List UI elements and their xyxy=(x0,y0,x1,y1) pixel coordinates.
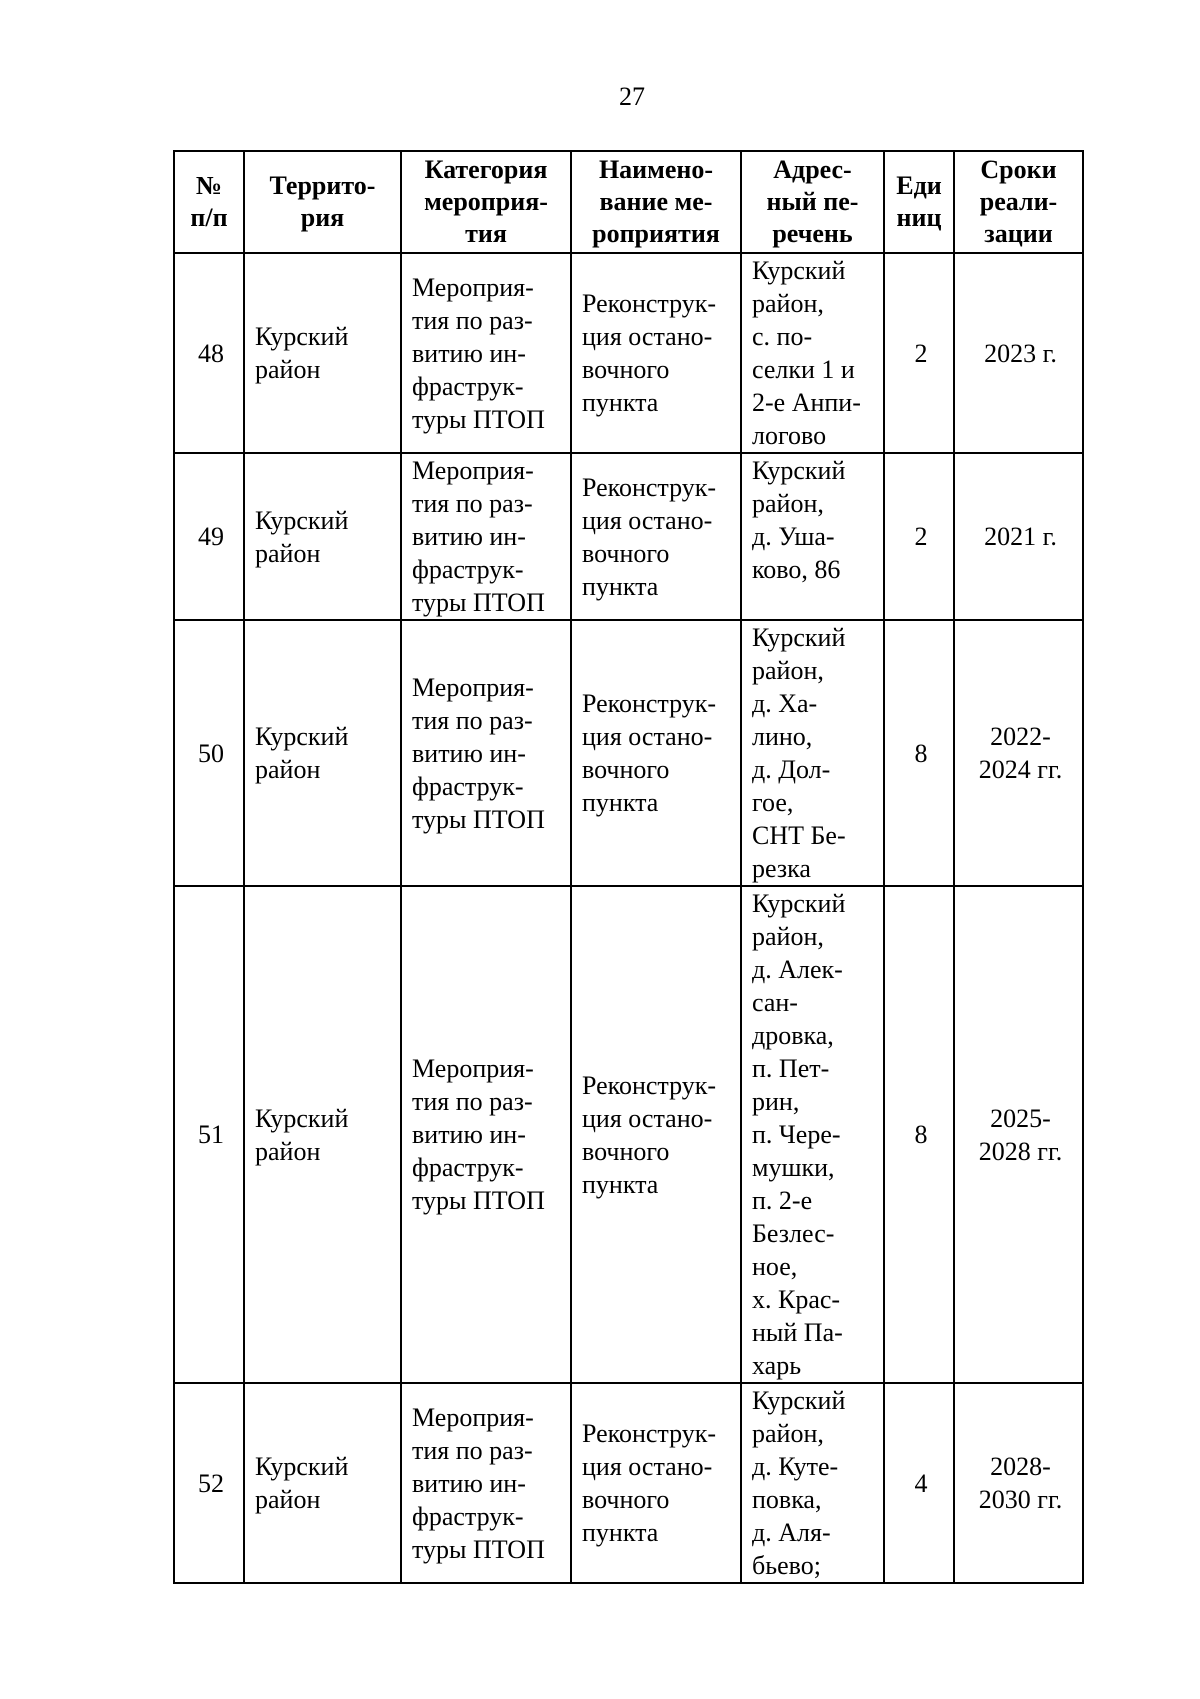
column-header-address: Адрес- ный пе- речень xyxy=(741,151,884,253)
column-header-category: Категория мероприя- тия xyxy=(401,151,571,253)
cell-name: Реконструк- ция остано- вочного пункта xyxy=(571,1383,741,1583)
cell-category: Мероприя- тия по раз- витию ин- фраструк- туры ПТОП xyxy=(401,1383,571,1583)
column-header-term: Сроки реали- зации xyxy=(954,151,1083,253)
cell-address: Курский район, д. Алек- сан- дровка, п. Пет- рин, п. Чере- мушки, п. 2-е Безлес- ное, х. Крас- ный Па- харь xyxy=(741,886,884,1383)
cell-category: Мероприя- тия по раз- витию ин- фраструк- туры ПТОП xyxy=(401,620,571,886)
cell-units: 4 xyxy=(884,1383,954,1583)
cell-address: Курский район, д. Куте- повка, д. Аля- бьево; xyxy=(741,1383,884,1583)
cell-units: 8 xyxy=(884,886,954,1383)
cell-term: 2023 г. xyxy=(954,253,1083,453)
cell-name: Реконструк- ция остано- вочного пункта xyxy=(571,253,741,453)
measures-table xyxy=(173,150,1084,1584)
cell-name: Реконструк- ция остано- вочного пункта xyxy=(571,453,741,620)
cell-territory: Курский район xyxy=(244,886,401,1383)
cell-territory: Курский район xyxy=(244,453,401,620)
cell-number: 49 xyxy=(174,453,244,620)
cell-term: 2021 г. xyxy=(954,453,1083,620)
cell-category: Мероприя- тия по раз- витию ин- фраструк- туры ПТОП xyxy=(401,253,571,453)
table-row xyxy=(174,253,1083,453)
cell-number: 48 xyxy=(174,253,244,453)
cell-units: 2 xyxy=(884,253,954,453)
cell-term: 2028- 2030 гг. xyxy=(954,1383,1083,1583)
page-number: 27 xyxy=(619,82,645,111)
cell-address: Курский район, д. Ха- лино, д. Дол- гое, СНТ Бе- резка xyxy=(741,620,884,886)
cell-territory: Курский район xyxy=(244,620,401,886)
cell-address: Курский район, д. Уша- ково, 86 xyxy=(741,453,884,620)
cell-category: Мероприя- тия по раз- витию ин- фраструк- туры ПТОП xyxy=(401,453,571,620)
cell-term: 2025- 2028 гг. xyxy=(954,886,1083,1383)
cell-name: Реконструк- ция остано- вочного пункта xyxy=(571,886,741,1383)
cell-number: 52 xyxy=(174,1383,244,1583)
table-row xyxy=(174,1383,1083,1583)
table-row xyxy=(174,453,1083,620)
cell-number: 51 xyxy=(174,886,244,1383)
cell-address: Курский район, с. по- селки 1 и 2-е Анпи- логово xyxy=(741,253,884,453)
cell-term: 2022- 2024 гг. xyxy=(954,620,1083,886)
cell-units: 8 xyxy=(884,620,954,886)
cell-territory: Курский район xyxy=(244,253,401,453)
cell-name: Реконструк- ция остано- вочного пункта xyxy=(571,620,741,886)
cell-territory: Курский район xyxy=(244,1383,401,1583)
table-header-row xyxy=(174,151,1083,253)
cell-units: 2 xyxy=(884,453,954,620)
table-row xyxy=(174,886,1083,1383)
cell-category: Мероприя- тия по раз- витию ин- фраструк- туры ПТОП xyxy=(401,886,571,1383)
column-header-units: Еди ниц xyxy=(884,151,954,253)
column-header-territory: Террито- рия xyxy=(244,151,401,253)
cell-number: 50 xyxy=(174,620,244,886)
column-header-number: № п/п xyxy=(174,151,244,253)
column-header-name: Наимено- вание ме- роприятия xyxy=(571,151,741,253)
table-row xyxy=(174,620,1083,886)
